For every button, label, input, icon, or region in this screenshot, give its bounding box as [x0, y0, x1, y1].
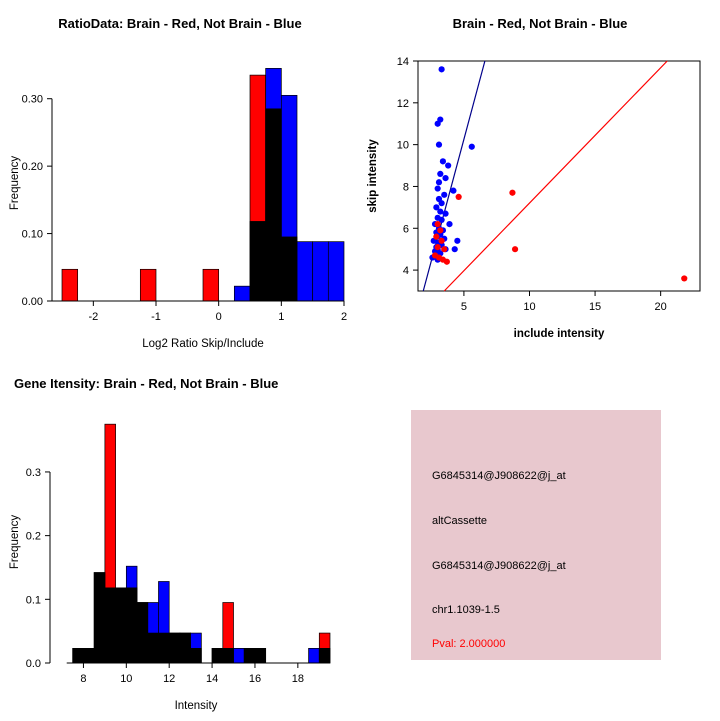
bar — [169, 633, 180, 663]
bar — [281, 237, 297, 301]
data-point — [446, 221, 452, 227]
info-event-type: altCassette — [432, 515, 488, 527]
bar — [244, 648, 255, 663]
svg-text:5: 5 — [460, 301, 467, 313]
svg-text:16: 16 — [248, 673, 262, 685]
svg-text:Frequency: Frequency — [9, 514, 21, 570]
svg-text:6: 6 — [402, 223, 409, 236]
data-point — [436, 142, 442, 148]
bar — [203, 269, 219, 301]
bar — [62, 269, 78, 301]
svg-text:10: 10 — [523, 301, 536, 313]
scatter-plot — [360, 31, 720, 361]
red-line — [444, 61, 667, 291]
bar — [212, 648, 223, 663]
bar — [309, 648, 320, 663]
bar — [94, 573, 105, 663]
svg-text:14: 14 — [205, 673, 219, 685]
data-point — [509, 190, 515, 196]
data-point — [439, 238, 445, 244]
scatter-title: Brain - Red, Not Brain - Blue — [452, 16, 628, 31]
data-point — [442, 175, 448, 181]
info-box — [411, 410, 661, 660]
data-point — [436, 179, 442, 185]
data-point — [440, 158, 446, 164]
data-point — [450, 188, 456, 194]
data-point — [437, 171, 443, 177]
svg-text:4: 4 — [402, 265, 409, 278]
svg-text:2: 2 — [340, 311, 348, 323]
svg-text:0.0: 0.0 — [25, 658, 41, 670]
bar — [105, 424, 116, 663]
bar — [191, 648, 202, 663]
data-point — [469, 144, 475, 150]
svg-text:-2: -2 — [88, 311, 99, 323]
svg-text:0.3: 0.3 — [25, 466, 41, 479]
panel-ratio-histogram — [0, 0, 360, 360]
svg-text:15: 15 — [588, 301, 602, 313]
bar — [73, 648, 84, 663]
bar — [223, 603, 234, 664]
data-point — [442, 211, 448, 217]
svg-text:12: 12 — [396, 97, 409, 110]
info-location: chr1.1039-1.5 — [432, 604, 500, 616]
bar — [180, 633, 191, 663]
svg-text:Intensity: Intensity — [174, 700, 218, 712]
data-point — [435, 185, 441, 191]
data-point — [445, 162, 451, 168]
svg-text:0.10: 0.10 — [21, 228, 43, 241]
bar — [297, 242, 313, 301]
data-point — [433, 234, 439, 240]
data-point — [456, 194, 462, 200]
ratio-histogram-plot — [0, 31, 360, 361]
intensity-histogram-title: Gene Itensity: Brain - Red, Not Brain - Blue — [14, 376, 279, 391]
svg-text:0: 0 — [215, 311, 222, 323]
bar — [137, 603, 148, 664]
data-point — [444, 259, 450, 265]
bar — [255, 648, 266, 663]
bar — [148, 633, 159, 663]
data-point — [512, 246, 518, 252]
svg-text:10: 10 — [120, 673, 133, 685]
intensity-histogram-plot — [0, 391, 400, 721]
svg-text:0.00: 0.00 — [21, 296, 43, 308]
data-point — [439, 66, 445, 72]
data-point — [435, 221, 441, 227]
bar — [83, 648, 94, 663]
data-point — [681, 275, 687, 281]
svg-text:8: 8 — [402, 181, 409, 194]
ratio-histogram-title: RatioData: Brain - Red, Not Brain - Blue — [58, 16, 302, 31]
svg-text:-1: -1 — [151, 311, 161, 323]
svg-text:18: 18 — [291, 673, 304, 685]
data-point — [435, 244, 441, 250]
bar — [266, 109, 282, 301]
svg-text:12: 12 — [163, 673, 176, 685]
bar — [328, 242, 344, 301]
data-point — [437, 227, 443, 233]
info-probeset-id: G6845314@J908622@j_at — [432, 470, 566, 482]
panel-scatter — [360, 0, 720, 360]
data-point — [439, 200, 445, 206]
bar — [319, 633, 330, 663]
data-point — [454, 238, 460, 244]
data-point — [441, 246, 447, 252]
bar — [158, 633, 169, 663]
data-point — [441, 192, 447, 198]
svg-text:0.1: 0.1 — [25, 594, 41, 607]
plot-frame — [418, 61, 700, 291]
bar — [234, 286, 250, 301]
svg-text:14: 14 — [396, 56, 409, 68]
bar — [234, 648, 245, 663]
info-pval: Pval: 2.000000 — [432, 638, 506, 650]
bar — [250, 75, 266, 301]
svg-text:1: 1 — [278, 311, 285, 323]
svg-text:Log2 Ratio Skip/Include: Log2 Ratio Skip/Include — [142, 338, 264, 350]
bar — [140, 269, 156, 301]
info-probeset-id-2: G6845314@J908622@j_at — [432, 560, 566, 572]
bar — [313, 242, 329, 301]
svg-text:0.20: 0.20 — [21, 161, 43, 174]
data-point — [435, 121, 441, 127]
svg-text:20: 20 — [654, 301, 667, 313]
svg-text:skip intensity: skip intensity — [367, 139, 379, 213]
data-point — [452, 246, 458, 252]
svg-text:0.30: 0.30 — [21, 93, 43, 106]
bar — [126, 588, 137, 663]
svg-text:include intensity: include intensity — [513, 328, 605, 340]
svg-text:10: 10 — [396, 139, 409, 152]
panel-intensity-histogram — [0, 360, 400, 720]
svg-text:0.2: 0.2 — [25, 530, 41, 543]
svg-text:Frequency: Frequency — [9, 155, 21, 211]
bar — [116, 588, 127, 663]
svg-text:8: 8 — [80, 673, 87, 685]
